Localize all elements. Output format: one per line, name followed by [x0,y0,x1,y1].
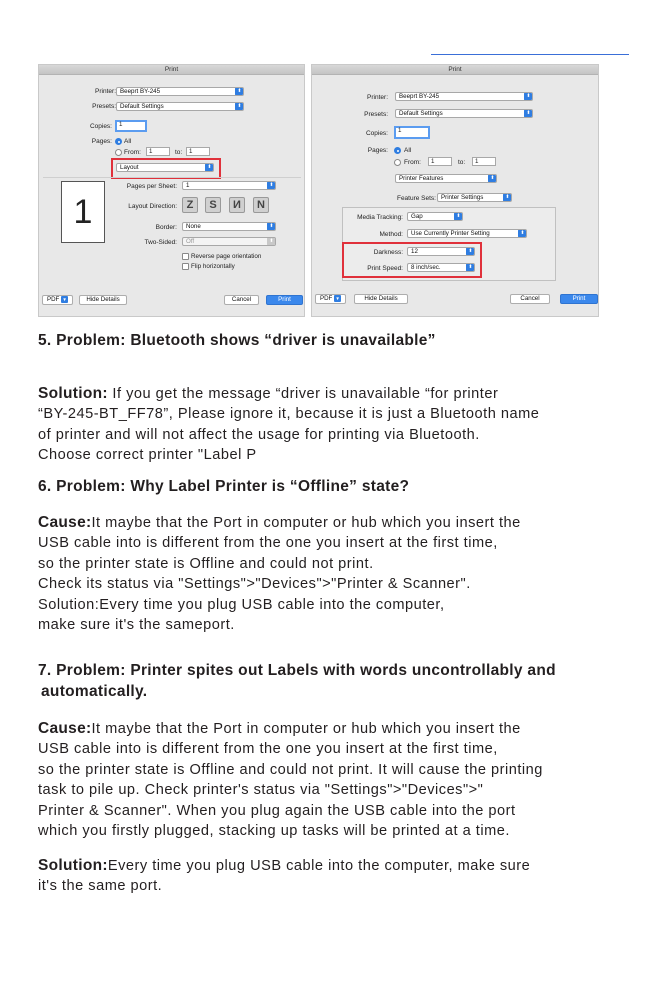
two-sided-select[interactable]: Off ⬍ [182,237,276,246]
chevron-down-icon: ▼ [62,297,67,302]
chevron-down-icon: ⬍ [267,181,276,190]
border-select[interactable]: None ⬍ [182,222,276,231]
solution-label: Solution: [38,857,108,874]
section7-solution [38,856,530,897]
from-label: From: [124,149,141,156]
chevron-down-icon: ⬍ [267,237,276,246]
border-label: Border: [155,224,177,231]
divider [43,177,301,178]
flip-horizontally-checkbox[interactable] [182,263,189,270]
copies-label: Copies: [365,130,388,137]
presets-select[interactable]: Default Settings ⬍ [395,109,533,118]
reverse-orientation-checkbox[interactable] [182,253,189,260]
direction-reverse-n-button[interactable]: И [229,197,245,213]
text-line: so the printer state is Offline and could not print. It will cause the printing [38,761,543,778]
pdf-button[interactable]: PDF ▼ [315,294,346,304]
section6-heading: 6. Problem: Why Label Printer is “Offline” state? [38,478,410,495]
from-label: From: [404,159,421,166]
copies-label: Copies: [89,123,112,130]
header-rule [431,54,629,55]
cause-label: Cause: [38,720,92,737]
hide-details-button[interactable]: Hide Details [79,295,127,305]
flip-horizontally-label: Flip horizontally [191,263,235,270]
copies-field[interactable]: 1 [115,120,147,132]
text-span: It maybe that the Port in computer or hub which you insert the [91,515,521,531]
text-line: “BY-245-BT_FF78”, Please ignore it, because it is just a Bluetooth name [38,406,540,423]
text-line: USB cable into is different from the one you insert at the first time, [38,535,498,552]
copies-field[interactable]: 1 [394,126,430,139]
text-line [38,513,521,533]
to-field[interactable]: 1 [186,147,210,156]
pdf-button[interactable]: PDF ▼ [42,295,73,305]
chevron-down-icon: ⬍ [235,102,244,111]
text-line: it's the same port. [38,878,163,895]
text-line: so the printer state is Offline and could not print. [38,555,374,572]
section7-heading-line1: 7. Problem: Printer spites out Labels with words uncontrollably and [38,662,556,679]
chevron-down-icon: ⬍ [466,263,475,272]
two-sided-label: Two-Sided: [144,239,177,246]
media-tracking-label: Media Tracking: [357,214,403,221]
direction-s-button[interactable]: S [205,197,221,213]
dialog-title: Print [39,65,304,75]
section7-heading-line2: automatically. [41,683,148,700]
to-label: to: [458,159,466,166]
printer-label: Printer: [367,94,388,101]
to-field[interactable]: 1 [472,157,496,166]
chevron-down-icon: ⬍ [524,92,533,101]
darkness-label: Darkness: [373,249,403,256]
presets-label: Presets: [92,103,116,110]
text-line [38,384,539,404]
hide-details-button[interactable]: Hide Details [354,294,408,304]
print-button[interactable]: Print [266,295,303,305]
layout-direction-label: Layout Direction: [128,203,177,210]
pages-all-label: All [124,138,132,145]
print-speed-label: Print Speed: [367,265,403,272]
chevron-down-icon: ⬍ [466,247,475,256]
chevron-down-icon: ⬍ [518,229,527,238]
method-select[interactable]: Use Currently Printer Setting ⬍ [407,229,527,238]
chevron-down-icon: ⬍ [267,222,276,231]
direction-n-button[interactable]: N [253,197,269,213]
chevron-down-icon: ⬍ [235,87,244,96]
text-line: USB cable into is different from the one you insert at the first time, [38,741,498,758]
pages-all-radio[interactable] [394,147,401,154]
media-tracking-select[interactable]: Gap ⬍ [407,212,463,221]
print-dialog-printer-features [311,64,599,317]
feature-sets-label: Feature Sets: [396,195,436,202]
highlight-box [342,242,482,278]
presets-select[interactable]: Default Settings ⬍ [116,102,244,111]
pages-per-sheet-select[interactable]: 1 ⬍ [182,181,276,190]
chevron-down-icon: ▼ [335,296,340,301]
cause-label: Cause: [38,514,92,531]
text-line: which you firstly plugged, stacking up tasks will be printed at a time. [38,823,510,840]
print-speed-select[interactable]: 8 inch/sec. ⬍ [407,263,475,272]
text-line: Check its status via "Settings">"Devices">"Printer & Scanner". [38,576,471,593]
text-line: Printer & Scanner". When you plug again the USB cable into the port [38,802,516,819]
dialog-title: Print [312,65,598,75]
section-select[interactable]: Layout ⬍ [116,163,214,172]
chevron-down-icon: ⬍ [503,193,512,202]
solution-label: Solution: [38,385,108,402]
feature-sets-select[interactable]: Printer Settings ⬍ [437,193,512,202]
method-label: Method: [379,231,403,238]
chevron-down-icon: ⬍ [488,174,497,183]
text-line: of printer and will not affect the usage for printing via Bluetooth. [38,426,480,443]
to-label: to: [175,149,183,156]
text-span: Every time you plug USB cable into the computer, make sure [107,858,531,874]
darkness-select[interactable]: 12 ⬍ [407,247,475,256]
print-dialog-layout [38,64,305,317]
text-line [38,856,530,876]
text-line: make sure it's the sameport. [38,617,235,634]
pages-from-radio[interactable] [394,159,401,166]
chevron-down-icon: ⬍ [205,163,214,172]
cancel-button[interactable]: Cancel [224,295,259,305]
highlight-box [111,158,221,179]
section5-body [38,384,539,466]
from-field[interactable]: 1 [428,157,452,166]
section-select[interactable]: Printer Features ⬍ [395,174,497,183]
text-line: Solution:Every time you plug USB cable into the computer, [38,596,445,613]
section7-cause [38,719,543,841]
text-span: If you get the message “driver is unavailable “for printer [107,386,499,402]
chevron-down-icon: ⬍ [454,212,463,221]
text-line: task to pile up. Check printer's status via "Settings">"Devices">" [38,782,484,799]
printer-select[interactable]: Beeprt BY-245 ⬍ [395,92,533,101]
presets-label: Presets: [364,111,388,118]
pages-all-label: All [404,147,412,154]
chevron-down-icon: ⬍ [524,109,533,118]
section5-heading: 5. Problem: Bluetooth shows “driver is unavailable” [38,332,436,349]
printer-label: Printer: [95,88,116,95]
text-line [38,719,543,739]
pages-label: Pages: [367,147,388,154]
from-field[interactable]: 1 [146,147,170,156]
reverse-orientation-label: Reverse page orientation [191,253,262,260]
text-line: Choose correct printer "Label P [38,447,257,464]
printer-select[interactable]: Beeprt BY-245 ⬍ [116,87,244,96]
page-preview: 1 [61,181,105,243]
direction-z-button[interactable]: Z [182,197,198,213]
cancel-button[interactable]: Cancel [510,294,550,304]
pages-label: Pages: [91,138,112,145]
pages-per-sheet-label: Pages per Sheet: [126,183,177,190]
pages-all-radio[interactable] [115,138,122,145]
pages-from-radio[interactable] [115,149,122,156]
section6-body [38,513,521,635]
text-span: It maybe that the Port in computer or hub which you insert the [91,721,521,737]
print-button[interactable]: Print [560,294,598,304]
